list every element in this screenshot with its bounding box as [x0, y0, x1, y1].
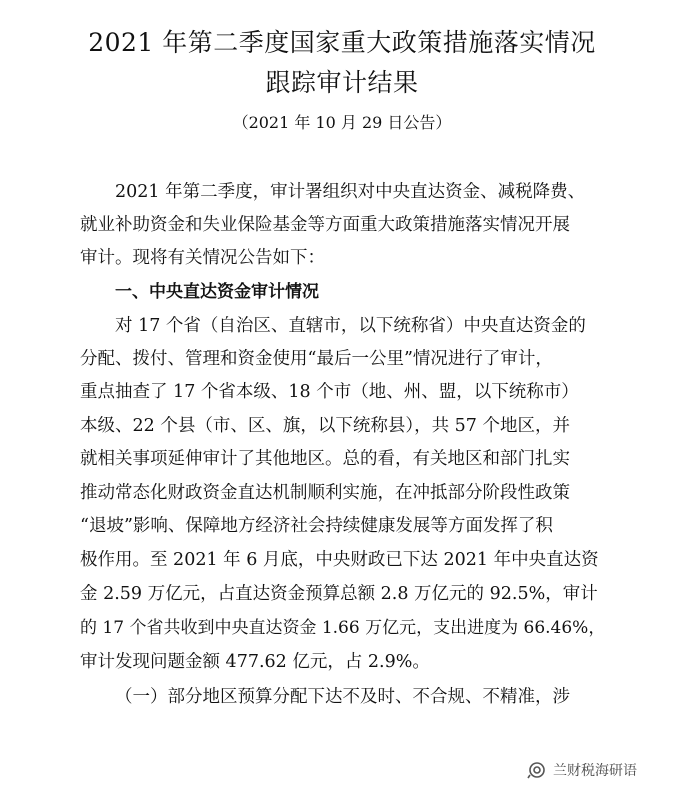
- body-line: 推动常态化财政资金直达机制顺利实施，在冲抵部分阶段性政策: [80, 483, 570, 503]
- intro-line: 审计。现将有关情况公告如下：: [80, 248, 325, 268]
- watermark-text: 兰财税海研语: [553, 763, 637, 779]
- body-line: 的 17 个省共收到中央直达资金 1.66 万亿元，支出进度为 66.46%，: [80, 618, 606, 638]
- body-line: 极作用。至 2021 年 6 月底，中央财政已下达 2021 年中央直达资: [80, 550, 599, 570]
- watermark: [527, 760, 637, 780]
- body-line: 对 17 个省（自治区、直辖市，以下统称省）中央直达资金的: [115, 316, 586, 336]
- body-line: “退坡”影响、保障地方经济社会持续健康发展等方面发挥了积: [80, 516, 553, 536]
- subsection-heading: （一）部分地区预算分配下达不及时、不合规、不精准，涉: [115, 687, 570, 707]
- wechat-official-account-icon: [527, 761, 547, 779]
- body-line: 本级、22 个县（市、区、旗，以下统称县），共 57 个地区，并: [80, 416, 570, 436]
- body-line: 就相关事项延伸审计了其他地区。总的看，有关地区和部门扎实: [80, 449, 570, 469]
- section-heading: 一、中央直达资金审计情况: [115, 282, 319, 302]
- body-line: 重点抽查了 17 个省本级、18 个市（地、州、盟，以下统称市）: [80, 382, 579, 402]
- intro-line: 2021 年第二季度，审计署组织对中央直达资金、减税降费、: [115, 182, 586, 202]
- page-title-line-1: 2021 年第二季度国家重大政策措施落实情况: [88, 28, 596, 57]
- intro-line: 就业补助资金和失业保险基金等方面重大政策措施落实情况开展: [80, 215, 570, 235]
- page-title-line-2: 跟踪审计结果: [265, 68, 419, 97]
- body-line: 金 2.59 万亿元，占直达资金预算总额 2.8 万亿元的 92.5%，审计: [80, 584, 598, 604]
- body-line: 审计发现问题金额 477.62 亿元，占 2.9%。: [80, 652, 430, 672]
- body-line: 分配、拨付、管理和资金使用“最后一公里”情况进行了审计，: [80, 349, 553, 369]
- announcement-date: （2021 年 10 月 29 日公告）: [232, 113, 452, 132]
